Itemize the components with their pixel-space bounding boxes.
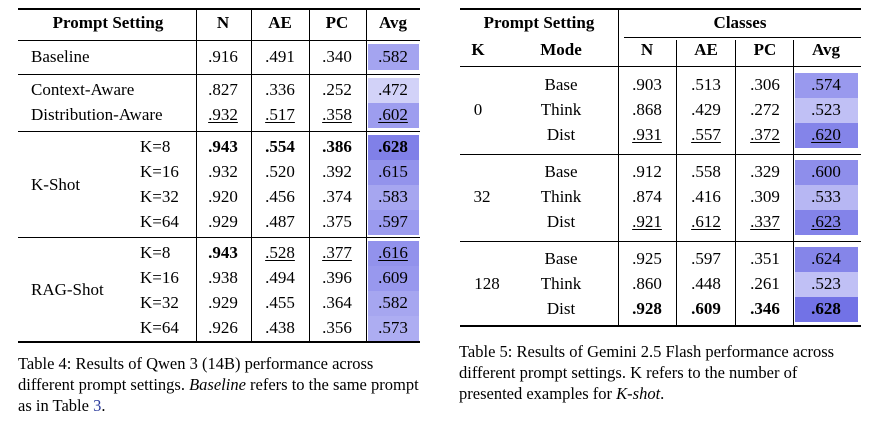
cell-ae: .609 [691,299,721,318]
table-4-caption [18,353,428,416]
row-label: Baseline [31,47,90,66]
cell-n: .943 [208,243,238,262]
cell-n: .929 [208,212,238,231]
cell-n: .931 [632,125,662,144]
row-sub-label: K=16 [140,268,179,287]
cell-avg: .628 [811,299,841,318]
header-pc: PC [325,13,349,32]
rule [460,241,861,242]
cell-pc: .340 [322,47,352,66]
cell-ae: .528 [265,243,295,262]
rule [676,40,677,325]
header-pc: PC [753,40,777,59]
cell-avg: .573 [378,318,408,337]
rule [618,10,619,325]
cell-pc: .252 [322,80,352,99]
table-5-caption [459,341,863,404]
cell-ae: .491 [265,47,295,66]
cell-pc: .392 [322,162,352,181]
cell-avg: .523 [811,274,841,293]
header-mode: Mode [540,40,582,59]
cell-pc: .358 [322,105,352,124]
cell-pc: .374 [322,187,352,206]
cell-pc: .272 [750,100,780,119]
cell-avg: .620 [811,125,841,144]
header-n: N [216,13,230,32]
cell-pc: .375 [322,212,352,231]
cell-avg: .597 [378,212,408,231]
rule [460,325,861,327]
cell-n: .938 [208,268,238,287]
row-sub-label: K=64 [140,318,179,337]
group-k-label: 32 [473,187,491,206]
cell-n: .943 [208,137,238,156]
row-mode: Think [540,100,582,119]
cell-avg: .624 [811,249,841,268]
cell-ae: .517 [265,105,295,124]
cell-avg: .533 [811,187,841,206]
cell-pc: .356 [322,318,352,337]
cell-ae: .520 [265,162,295,181]
cell-n: .928 [632,299,662,318]
cell-avg: .628 [378,137,408,156]
cell-ae: .558 [691,162,721,181]
cell-n: .926 [208,318,238,337]
group-k-label: 0 [473,100,483,119]
cell-pc: .372 [750,125,780,144]
cell-ae: .612 [691,212,721,231]
cell-pc: .309 [750,187,780,206]
cell-pc: .306 [750,75,780,94]
cell-ae: .597 [691,249,721,268]
rule [735,40,736,325]
rule [793,40,794,325]
row-sub-label: K=32 [140,187,179,206]
row-sub-label: K=16 [140,162,179,181]
cell-pc: .364 [322,293,352,312]
cell-ae: .494 [265,268,295,287]
cell-n: .929 [208,293,238,312]
header-classes: Classes [713,13,767,32]
cell-n: .827 [208,80,238,99]
row-mode: Dist [546,125,576,144]
cell-avg: .582 [378,47,408,66]
header-prompt-setting: Prompt Setting [483,13,595,32]
cell-avg: .583 [378,187,408,206]
row-mode: Base [544,162,578,181]
cell-avg: .623 [811,212,841,231]
header-k: K [471,40,485,59]
cell-ae: .554 [265,137,295,156]
caption-text: . [660,384,665,403]
row-mode: Dist [546,299,576,318]
cell-pc: .386 [322,137,352,156]
caption-emphasis: K-shot [616,384,661,403]
header-prompt-setting: Prompt Setting [52,13,164,32]
cell-n: .860 [632,274,662,293]
cell-avg: .602 [378,105,408,124]
header-avg: Avg [378,13,408,32]
cell-pc: .351 [750,249,780,268]
cell-n: .916 [208,47,238,66]
row-label: Distribution-Aware [31,105,163,124]
caption-text: Table 5: Results of Gemini 2.5 Flash performance across different prompt settings. K refers to the number of presented examples for [459,342,835,403]
row-mode: Dist [546,212,576,231]
cell-ae: .336 [265,80,295,99]
row-sub-label: K=8 [140,243,171,262]
cell-pc: .396 [322,268,352,287]
row-mode: Base [544,249,578,268]
cell-ae: .455 [265,293,295,312]
header-n: N [640,40,654,59]
row-sub-label: K=8 [140,137,171,156]
cell-pc: .329 [750,162,780,181]
cell-n: .920 [208,187,238,206]
cell-avg: .600 [811,162,841,181]
rule [460,66,861,67]
group-label: K-Shot [31,175,81,194]
rule [460,8,861,10]
cell-pc: .377 [322,243,352,262]
caption-text: refers to the same prompt as in Table [18,375,419,415]
cell-ae: .438 [265,318,295,337]
cell-ae: .513 [691,75,721,94]
cell-n: .932 [208,162,238,181]
cell-ae: .557 [691,125,721,144]
cell-ae: .429 [691,100,721,119]
cell-avg: .472 [378,80,408,99]
header-ae: AE [694,40,718,59]
caption-text: Table 4: Results of Qwen 3 (14B) performance across different prompt settings. [18,354,374,394]
rule [18,341,420,343]
caption-text: . [101,396,106,415]
table-reference-link[interactable]: 3 [93,396,102,415]
cell-n: .903 [632,75,662,94]
cell-n: .912 [632,162,662,181]
row-label: Context-Aware [31,80,135,99]
cell-avg: .582 [378,293,408,312]
cell-ae: .448 [691,274,721,293]
cell-n: .868 [632,100,662,119]
cell-n: .932 [208,105,238,124]
row-mode: Base [544,75,578,94]
rule [460,154,861,155]
cell-pc: .261 [750,274,780,293]
cell-avg: .615 [378,162,408,181]
cell-pc: .337 [750,212,780,231]
group-k-label: 128 [474,274,500,293]
row-sub-label: K=64 [140,212,179,231]
header-avg: Avg [811,40,841,59]
row-sub-label: K=32 [140,293,179,312]
cell-n: .925 [632,249,662,268]
cell-ae: .416 [691,187,721,206]
row-mode: Think [540,187,582,206]
cell-avg: .574 [811,75,841,94]
cell-pc: .346 [750,299,780,318]
group-label: RAG-Shot [31,280,104,299]
cell-n: .921 [632,212,662,231]
rule [624,37,861,38]
row-mode: Think [540,274,582,293]
cell-ae: .487 [265,212,295,231]
cell-avg: .609 [378,268,408,287]
cell-ae: .456 [265,187,295,206]
cell-avg: .523 [811,100,841,119]
caption-emphasis: Baseline [189,375,246,394]
cell-n: .874 [632,187,662,206]
cell-avg: .616 [378,243,408,262]
header-ae: AE [268,13,292,32]
